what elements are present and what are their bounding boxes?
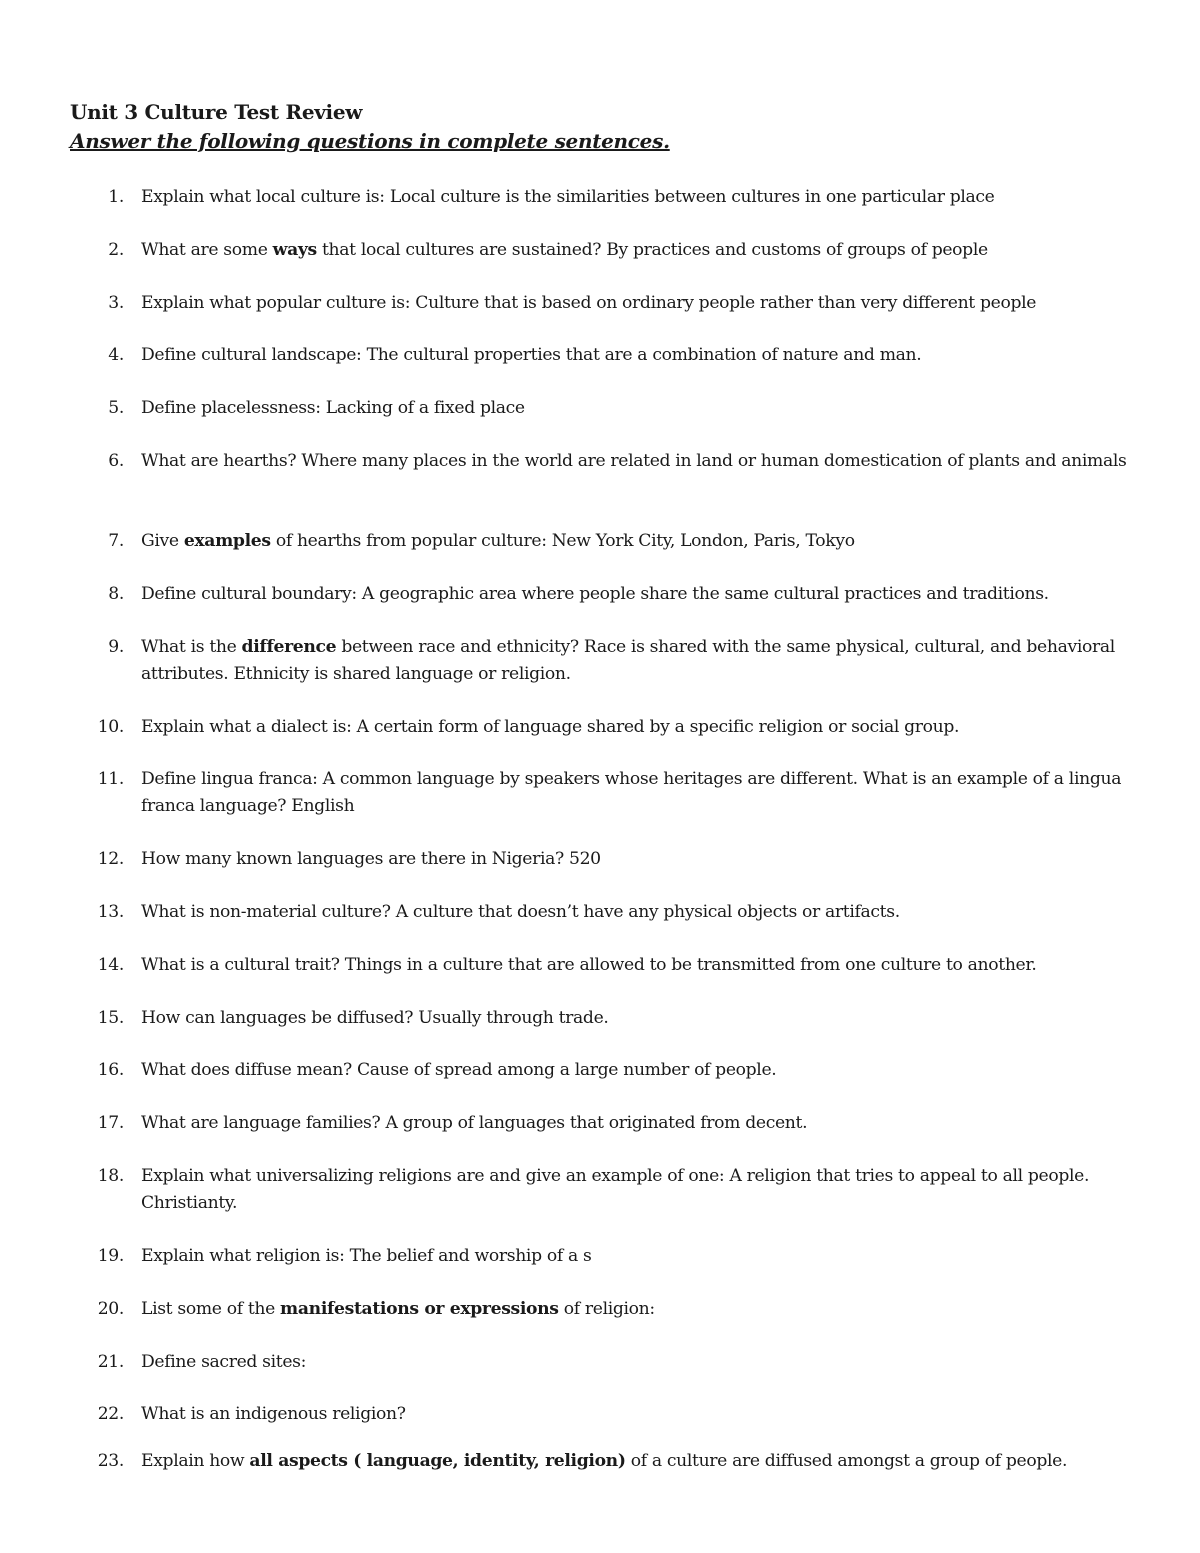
question-number: 14. xyxy=(97,955,124,975)
question-segment: List some of the xyxy=(141,1299,281,1319)
question-segment: What does diffuse mean? Cause of spread among a large number of people. xyxy=(141,1060,777,1080)
question-number: 3. xyxy=(108,293,124,313)
question-number: 20. xyxy=(97,1299,124,1319)
question-segment: Define sacred sites: xyxy=(141,1352,307,1372)
question-emphasis: all aspects ( language, identity, religion) xyxy=(249,1451,626,1471)
question-segment: What is a cultural trait? Things in a culture that are allowed to be transmitted from one culture to another. xyxy=(141,955,1037,975)
document-title: Unit 3 Culture Test Review xyxy=(70,100,363,124)
question-segment: that local cultures are sustained? By practices and customs of groups of people xyxy=(316,240,988,260)
question-number: 5. xyxy=(108,398,124,418)
question-text xyxy=(141,1005,1141,1032)
question-emphasis: difference xyxy=(241,637,337,657)
question-emphasis: manifestations or expressions xyxy=(280,1299,559,1319)
document-instructions: Answer the following questions in complete sentences. xyxy=(70,129,670,153)
question-segment: How can languages be diffused? Usually through trade. xyxy=(141,1008,609,1028)
question-text xyxy=(141,1448,1141,1475)
question-number: 6. xyxy=(108,451,124,471)
question-segment: Define lingua franca: A common language by speakers whose heritages are different. What is an example of a lingua franca language? English xyxy=(141,769,1122,816)
question-number: 11. xyxy=(97,769,124,789)
question-segment: Define cultural boundary: A geographic area where people share the same cultural practices and traditions. xyxy=(141,584,1049,604)
question-emphasis: ways xyxy=(272,240,317,260)
question-number: 15. xyxy=(97,1008,124,1028)
question-text xyxy=(141,1296,1141,1323)
question-number: 4. xyxy=(108,345,124,365)
question-number: 9. xyxy=(108,637,124,657)
question-text xyxy=(141,1057,1141,1084)
question-segment: What is the xyxy=(141,637,242,657)
question-text xyxy=(141,952,1141,979)
question-number: 22. xyxy=(97,1404,124,1424)
question-segment: Define placelessness: Lacking of a fixed place xyxy=(141,398,525,418)
question-emphasis: examples xyxy=(183,531,271,551)
question-number: 7. xyxy=(108,531,124,551)
question-number: 8. xyxy=(108,584,124,604)
question-segment: Explain what a dialect is: A certain form of language shared by a specific religion or social group. xyxy=(141,717,960,737)
question-text xyxy=(141,714,1141,741)
question-text xyxy=(141,634,1141,687)
question-text xyxy=(141,528,1141,555)
question-segment: Explain what popular culture is: Culture that is based on ordinary people rather than very different people xyxy=(141,293,1037,313)
question-number: 16. xyxy=(97,1060,124,1080)
question-text xyxy=(141,290,1141,317)
question-segment: of religion: xyxy=(558,1299,655,1319)
question-segment: of a culture are diffused amongst a group of people. xyxy=(625,1451,1068,1471)
question-segment: of hearths from popular culture: New York City, London, Paris, Tokyo xyxy=(270,531,855,551)
question-number: 12. xyxy=(97,849,124,869)
question-number: 21. xyxy=(97,1352,124,1372)
question-number: 10. xyxy=(97,717,124,737)
question-segment: Explain how xyxy=(141,1451,250,1471)
question-segment: between race and ethnicity? Race is shared with the same physical, cultural, and behavioral attributes. Ethnicity is shared language or religion. xyxy=(141,637,1115,684)
question-text xyxy=(141,237,1141,264)
question-text xyxy=(141,395,1141,422)
question-text xyxy=(141,1243,1141,1270)
question-text xyxy=(141,766,1141,819)
question-number: 13. xyxy=(97,902,124,922)
question-number: 17. xyxy=(97,1113,124,1133)
question-text xyxy=(141,1349,1141,1376)
question-text xyxy=(141,448,1141,475)
question-segment: What is non-material culture? A culture that doesn’t have any physical objects or artifacts. xyxy=(141,902,900,922)
question-text xyxy=(141,1110,1141,1137)
question-number: 19. xyxy=(97,1246,124,1266)
question-number: 2. xyxy=(108,240,124,260)
question-segment: Explain what religion is: The belief and worship of a s xyxy=(141,1246,592,1266)
question-segment: What is an indigenous religion? xyxy=(141,1404,406,1424)
question-segment: How many known languages are there in Nigeria? 520 xyxy=(141,849,601,869)
question-segment: What are some xyxy=(141,240,273,260)
question-segment: Give xyxy=(141,531,184,551)
question-text xyxy=(141,899,1141,926)
question-text xyxy=(141,846,1141,873)
question-text xyxy=(141,184,1141,211)
question-segment: What are language families? A group of languages that originated from decent. xyxy=(141,1113,808,1133)
question-number: 18. xyxy=(97,1166,124,1186)
question-segment: What are hearths? Where many places in the world are related in land or human domestication of plants and animals xyxy=(141,451,1127,471)
question-segment: Define cultural landscape: The cultural properties that are a combination of nature and man. xyxy=(141,345,922,365)
question-text xyxy=(141,342,1141,369)
question-text xyxy=(141,581,1141,608)
question-number: 23. xyxy=(97,1451,124,1471)
question-text xyxy=(141,1163,1141,1216)
question-segment: Explain what universalizing religions are and give an example of one: A religion that tries to appeal to all people. Christianty. xyxy=(141,1166,1090,1213)
question-text xyxy=(141,1401,1141,1428)
question-number: 1. xyxy=(108,187,124,207)
question-segment: Explain what local culture is: Local culture is the similarities between cultures in one particular place xyxy=(141,187,995,207)
